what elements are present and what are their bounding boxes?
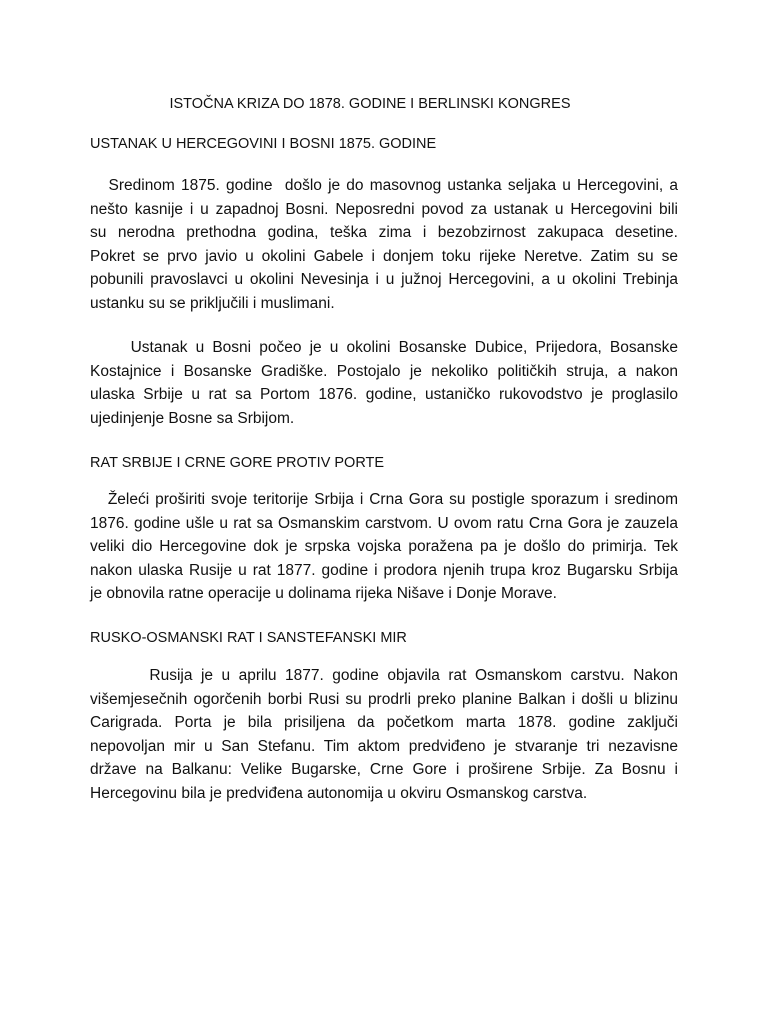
- paragraph-line: 1876. godine ušle u rat sa Osmanskim carstvom. U ovom ratu Crna Gora je zauzela: [90, 514, 678, 532]
- paragraph-line: države na Balkanu: Velike Bugarske, Crne Gore i proširene Srbije. Za Bosnu i: [90, 761, 678, 778]
- paragraph-rat-srbije: [90, 488, 678, 606]
- paragraph-line: Pokret se prvo javio u okolini Gabele i donjem toku rijeke Neretve. Zatim su se: [90, 247, 678, 265]
- paragraph-line: Carigrada. Porta je bila prisiljena da početkom marta 1878. godine zaključi: [90, 714, 678, 731]
- paragraph-line: Ustanak u Bosni počeo je u okolini Bosanske Dubice, Prijedora, Bosanske: [90, 339, 678, 356]
- paragraph-rusko-osmanski: [90, 664, 678, 805]
- paragraph-line: nakon ulaska Rusije u rat 1877. godine i prodora njenih trupa kroz Bugarsku Srbija: [90, 561, 678, 579]
- paragraph-line: nešto kasnije i u zapadnoj Bosni. Neposredni povod za ustanak u Hercegovini bili: [90, 200, 678, 218]
- section-heading-rusko-osmanski: RUSKO-OSMANSKI RAT I SANSTEFANSKI MIR: [90, 630, 407, 646]
- paragraph-line: veliki dio Hercegovine dok je srpska vojska poražena pa je došlo do primirja. Tek: [90, 538, 678, 555]
- paragraph-ustanak-bosna: [90, 336, 678, 430]
- paragraph-line: višemjesečnih ogorčenih borbi Rusi su prodrli preko planine Balkan i došli u blizinu: [90, 690, 678, 708]
- paragraph-line: pobunili pravoslavci u okolini Nevesinja i u južnoj Hercegovini, a u okolini Trebinja: [90, 271, 678, 288]
- paragraph-line: su nerodna prethodna godina, teška zima i bezobzirnost zakupaca desetine.: [90, 224, 678, 241]
- document-title: ISTOČNA KRIZA DO 1878. GODINE I BERLINSKI KONGRES: [169, 96, 571, 112]
- paragraph-line: ustanku su se priključili i muslimani.: [90, 294, 335, 312]
- paragraph-line: ulaska Srbije u rat sa Portom 1876. godine, ustaničko rukovodstvo je proglasilo: [90, 386, 678, 403]
- section-heading-ustanak: USTANAK U HERCEGOVINI I BOSNI 1875. GODINE: [90, 136, 437, 152]
- paragraph-line: Želeći proširiti svoje teritorije Srbija i Crna Gora su postigle sporazum i sredinom: [90, 491, 678, 508]
- paragraph-ustanak-hercegovina: [90, 174, 678, 315]
- paragraph-line: Hercegovinu bila je predviđena autonomija u okviru Osmanskog carstva.: [90, 784, 588, 802]
- paragraph-line: Kostajnice i Bosanske Gradiške. Postojalo je nekoliko političkih struja, a nakon: [90, 362, 678, 380]
- paragraph-line: je obnovila ratne operacije u dolinama rijeka Nišave i Donje Morave.: [90, 585, 557, 602]
- section-heading-rat-srbije: RAT SRBIJE I CRNE GORE PROTIV PORTE: [90, 455, 385, 471]
- paragraph-line: Rusija je u aprilu 1877. godine objavila rat Osmanskom carstvu. Nakon: [90, 667, 678, 684]
- paragraph-line: Sredinom 1875. godine došlo je do masovnog ustanka seljaka u Hercegovini, a: [90, 177, 678, 194]
- paragraph-line: nepovoljan mir u San Stefanu. Tim aktom predviđeno je stvaranje tri nezavisne: [90, 737, 678, 755]
- paragraph-line: ujedinjenje Bosne sa Srbijom.: [90, 409, 295, 427]
